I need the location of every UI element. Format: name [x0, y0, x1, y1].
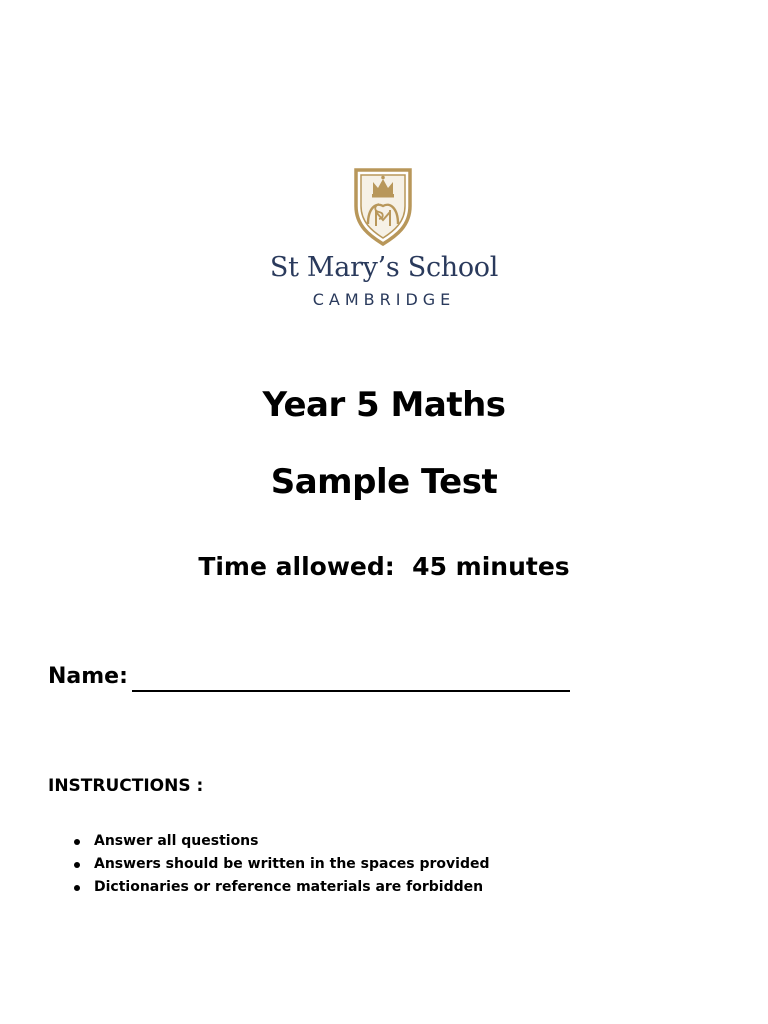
instruction-text: Answers should be written in the spaces provided: [94, 856, 490, 872]
instructions-heading: INSTRUCTIONS :: [48, 776, 204, 796]
name-field-line[interactable]: [132, 690, 570, 692]
list-item: [72, 853, 489, 876]
test-subtitle: Sample Test: [270, 462, 498, 502]
name-label: Name:: [48, 664, 128, 689]
bullet-icon: [74, 862, 80, 868]
school-city: CAMBRIDGE: [312, 290, 456, 309]
test-title: Year 5 Maths: [262, 385, 506, 425]
school-logo: [262, 162, 506, 312]
list-item: [72, 876, 489, 899]
crest-icon: [352, 164, 414, 246]
time-allowed: Time allowed: 45 minutes: [198, 552, 570, 581]
list-item: [72, 830, 489, 853]
instructions-list: [72, 830, 489, 899]
instruction-text: Answer all questions: [94, 833, 259, 849]
school-name: St Mary’s School: [269, 252, 499, 283]
bullet-icon: [74, 839, 80, 845]
bullet-icon: [74, 885, 80, 891]
instruction-text: Dictionaries or reference materials are forbidden: [94, 879, 484, 895]
